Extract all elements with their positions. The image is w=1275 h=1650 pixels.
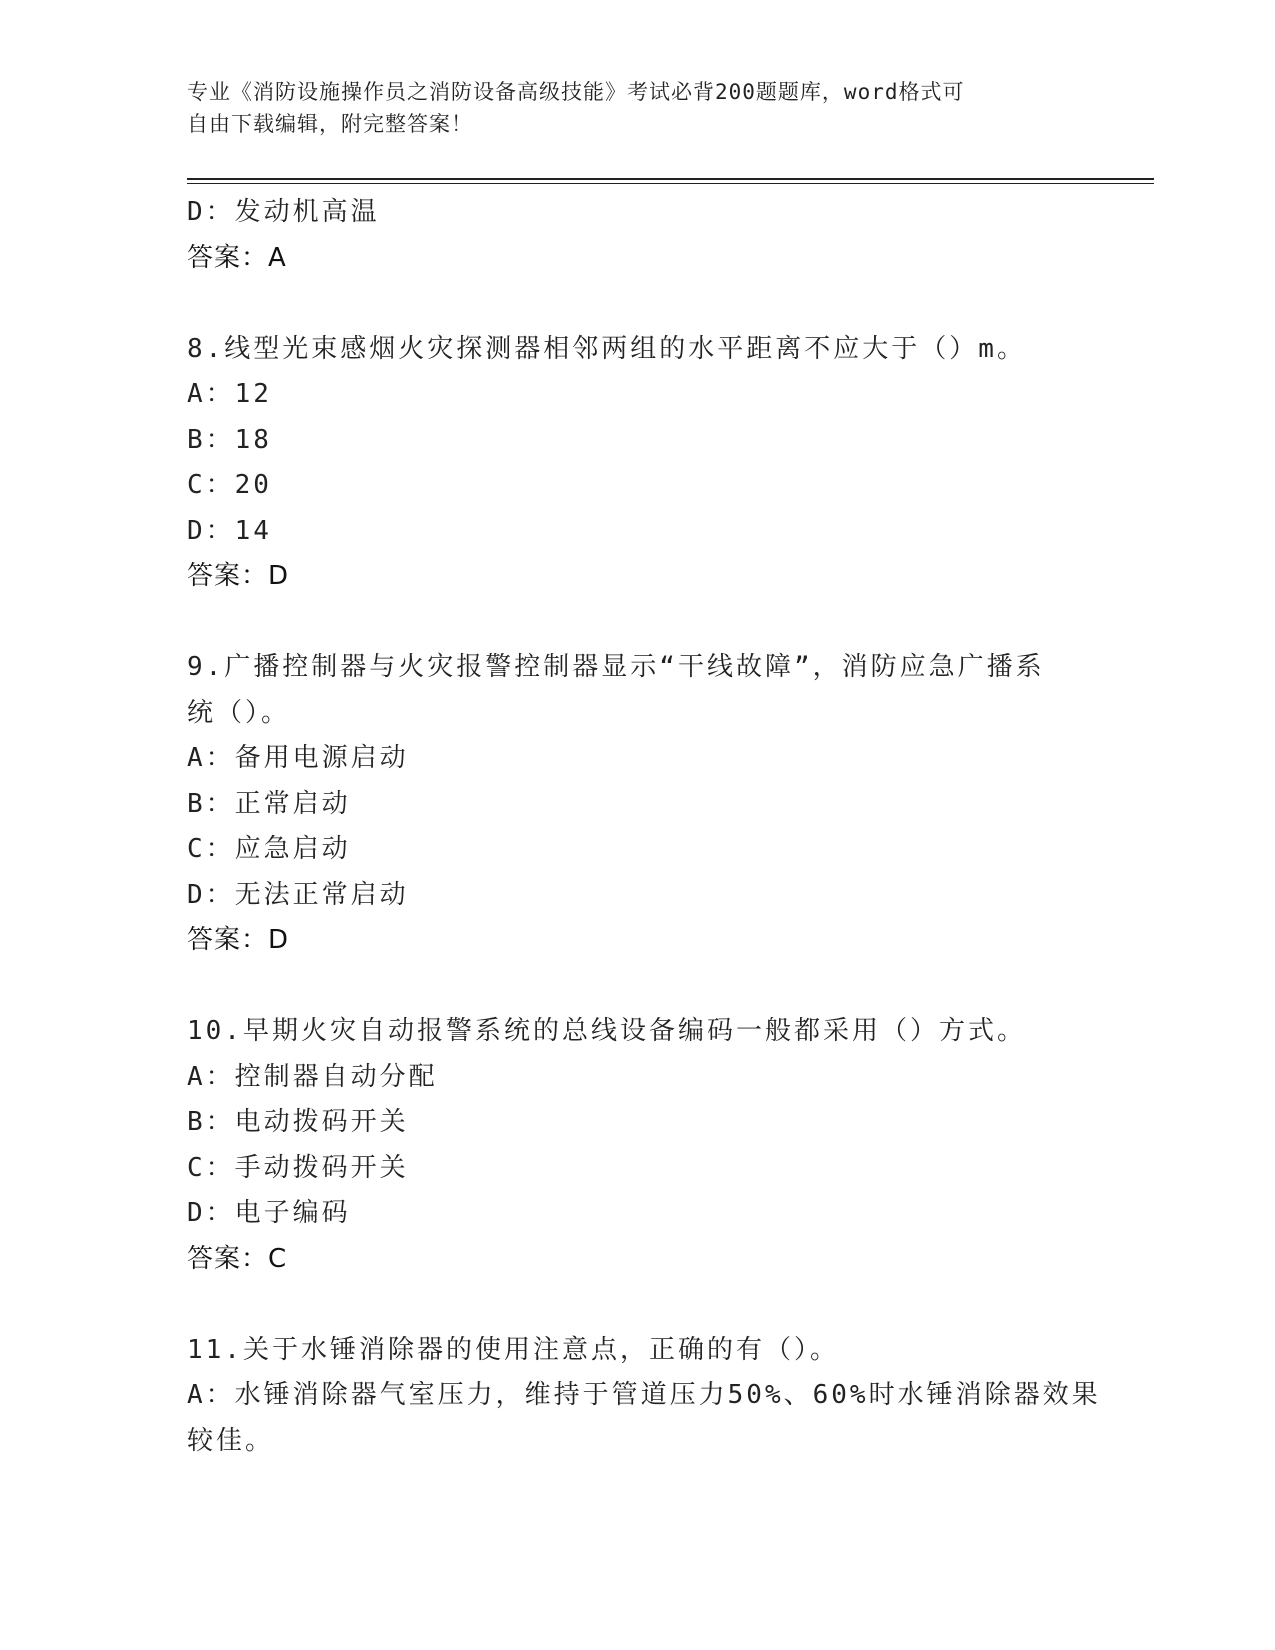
option-a: A：12 [187, 379, 272, 409]
question-list [187, 190, 1101, 1464]
header-title-line-1: 专业《消防设施操作员之消防设备高级技能》考试必背200题题库，word格式可 [187, 80, 965, 104]
option-d: D：电子编码 [187, 1198, 351, 1228]
option-b: B：18 [187, 424, 272, 455]
question-stem: 11.关于水锤消除器的使用注意点，正确的有（）。 [187, 1334, 839, 1365]
question-stem-line-2: 统（）。 [187, 697, 291, 728]
answer-line: 答案：C [187, 1243, 288, 1274]
option-c: C：手动拨码开关 [187, 1152, 409, 1183]
question-stem: 10.早期火灾自动报警系统的总线设备编码一般都采用（）方式。 [187, 1016, 1026, 1046]
question-9 [187, 645, 1087, 964]
spacer [187, 281, 1087, 327]
option-c: C：应急启动 [187, 834, 351, 864]
option-a-line-1: A：水锤消除器气室压力，维持于管道压力50%、60%时水锤消除器效果 [187, 1380, 1101, 1410]
answer-line: 答案：D [187, 561, 290, 591]
option-a-line-2: 较佳。 [187, 1425, 275, 1456]
option-a: A：备用电源启动 [187, 743, 409, 773]
header-divider-thick [187, 178, 1154, 180]
option-d: D：无法正常启动 [187, 879, 409, 910]
option-a: A：控制器自动分配 [187, 1061, 438, 1092]
spacer [187, 600, 1087, 646]
option-b: B：正常启动 [187, 788, 351, 819]
header-title-line-2: 自由下载编辑，附完整答案！ [187, 112, 473, 136]
option-b: B：电动拨码开关 [187, 1107, 409, 1137]
option-d: D：发动机高温 [187, 197, 380, 227]
question-7-tail [187, 190, 1087, 281]
question-10 [187, 1009, 1087, 1282]
question-11 [187, 1328, 1101, 1465]
spacer [187, 1282, 1087, 1328]
answer-line: 答案：D [187, 925, 290, 955]
answer-line: 答案：A [187, 242, 287, 273]
document-header [187, 76, 1087, 140]
spacer [187, 964, 1087, 1010]
option-c: C：20 [187, 470, 272, 500]
question-stem-line-1: 9.广播控制器与火灾报警控制器显示“干线故障”，消防应急广播系 [187, 652, 1045, 682]
header-divider-thin [187, 183, 1154, 184]
question-8 [187, 327, 1087, 600]
option-d: D：14 [187, 515, 272, 546]
question-stem: 8.线型光束感烟火灾探测器相邻两组的水平距离不应大于（）m。 [187, 333, 1026, 364]
